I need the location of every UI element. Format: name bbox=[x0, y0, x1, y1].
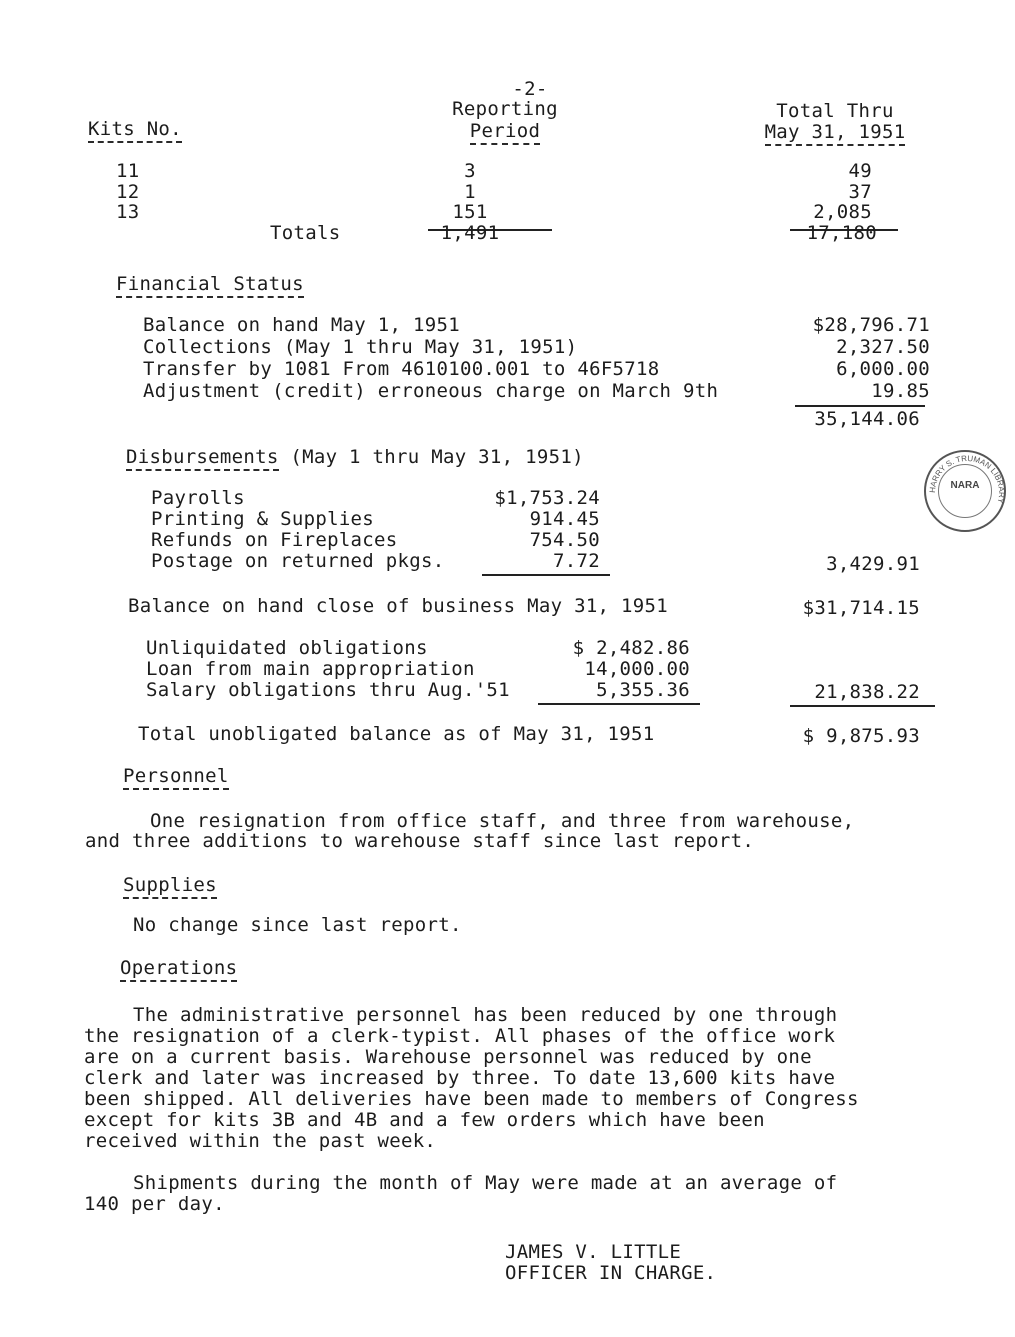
balance-close-label: Balance on hand close of business May 31, 1951 bbox=[128, 595, 668, 617]
disbursement-label-refunds: Refunds on Fireplaces bbox=[151, 529, 398, 551]
stamp-text: NARA bbox=[950, 480, 980, 491]
kit-number-13: 13 bbox=[116, 201, 140, 223]
obligations-total: 21,838.22 bbox=[814, 681, 920, 703]
balance-close-amount: $31,714.15 bbox=[802, 597, 920, 619]
totals-label: Totals bbox=[270, 222, 341, 244]
stamp-inner-ring bbox=[938, 464, 992, 518]
operations-para2-line2: 140 per day. bbox=[84, 1193, 225, 1215]
operations-para1-line5: been shipped. All deliveries have been made to members of Congress bbox=[84, 1088, 859, 1110]
total-value-12: 37 bbox=[848, 181, 872, 203]
signature-name: JAMES V. LITTLE bbox=[505, 1241, 682, 1263]
obligation-amount-unliquidated: $ 2,482.86 bbox=[572, 637, 690, 659]
disbursement-amount-postage: 7.72 bbox=[553, 550, 600, 572]
reporting-header-line2: Period bbox=[420, 120, 590, 142]
supplies-heading: Supplies bbox=[123, 874, 217, 896]
financial-amount-adjustment: 19.85 bbox=[871, 380, 930, 402]
financial-line-balance: Balance on hand May 1, 1951 bbox=[143, 314, 460, 336]
personnel-heading: Personnel bbox=[123, 765, 229, 787]
personnel-line1: One resignation from office staff, and three from warehouse, bbox=[150, 810, 855, 832]
operations-para1-line4: clerk and later was increased by three. To date 13,600 kits have bbox=[84, 1067, 836, 1089]
period-value-12: 1 bbox=[464, 181, 476, 203]
operations-heading: Operations bbox=[120, 957, 237, 979]
unobligated-amount: $ 9,875.93 bbox=[802, 725, 920, 747]
operations-para2-line1: Shipments during the month of May were made at an average of bbox=[133, 1172, 838, 1194]
disbursement-label-payrolls: Payrolls bbox=[151, 487, 245, 509]
total-value-11: 49 bbox=[848, 160, 872, 182]
disbursement-sum-rule bbox=[482, 574, 610, 576]
financial-line-collections: Collections (May 1 thru May 31, 1951) bbox=[143, 336, 578, 358]
kit-number-12: 12 bbox=[116, 181, 140, 203]
reporting-header-line1: Reporting bbox=[452, 98, 558, 120]
financial-status-heading: Financial Status bbox=[116, 273, 304, 295]
disbursement-amount-refunds: 754.50 bbox=[529, 529, 600, 551]
disbursement-amount-printing: 914.45 bbox=[529, 508, 600, 530]
disbursement-label-postage: Postage on returned pkgs. bbox=[151, 550, 445, 572]
operations-para1-line2: the resignation of a clerk-typist. All phases of the office work bbox=[84, 1025, 836, 1047]
signature-title: OFFICER IN CHARGE. bbox=[505, 1262, 717, 1284]
unobligated-label: Total unobligated balance as of May 31, 1951 bbox=[138, 723, 655, 745]
obligation-label-unliquidated: Unliquidated obligations bbox=[146, 637, 428, 659]
financial-amount-collections: 2,327.50 bbox=[836, 336, 930, 358]
totals-total: 17,180 bbox=[806, 222, 877, 244]
financial-amount-balance: $28,796.71 bbox=[812, 314, 930, 336]
financial-sum-rule bbox=[795, 405, 925, 407]
financial-amount-transfer: 6,000.00 bbox=[836, 358, 930, 380]
obligations-total-rule bbox=[790, 705, 935, 707]
svg-text:HARRY S. TRUMAN LIBRARY: HARRY S. TRUMAN LIBRARY bbox=[927, 453, 1007, 505]
operations-para1-line1: The administrative personnel has been reduced by one through bbox=[133, 1004, 838, 1026]
financial-line-adjustment: Adjustment (credit) erroneous charge on March 9th bbox=[143, 380, 719, 402]
disbursement-amount-payrolls: $1,753.24 bbox=[494, 487, 600, 509]
disbursement-label-printing: Printing & Supplies bbox=[151, 508, 375, 530]
operations-para1-line7: received within the past week. bbox=[84, 1130, 437, 1152]
kit-number-11: 11 bbox=[116, 160, 140, 182]
period-value-11: 3 bbox=[464, 160, 476, 182]
operations-para1-line6: except for kits 3B and 4B and a few orders which have been bbox=[84, 1109, 765, 1131]
obligation-sum-rule bbox=[538, 703, 700, 705]
kits-no-header: Kits No. bbox=[88, 118, 182, 140]
totals-period: 1,491 bbox=[440, 222, 500, 244]
obligation-amount-salary: 5,355.36 bbox=[596, 679, 690, 701]
page-number: -2- bbox=[512, 78, 548, 100]
operations-para1-line3: are on a current basis. Warehouse personnel was reduced by one bbox=[84, 1046, 812, 1068]
obligation-amount-loan: 14,000.00 bbox=[584, 658, 690, 680]
period-value-13: 151 bbox=[452, 201, 488, 223]
personnel-line2: and three additions to warehouse staff since last report. bbox=[85, 830, 755, 852]
obligation-label-salary: Salary obligations thru Aug.'51 bbox=[146, 679, 510, 701]
total-thru-header-line2: May 31, 1951 bbox=[745, 121, 925, 143]
disbursements-heading: Disbursements (May 1 thru May 31, 1951) bbox=[126, 446, 584, 468]
financial-line-transfer: Transfer by 1081 From 4610100.001 to 46F5718 bbox=[143, 358, 660, 380]
financial-total: 35,144.06 bbox=[814, 408, 920, 430]
supplies-text: No change since last report. bbox=[133, 914, 462, 936]
obligation-label-loan: Loan from main appropriation bbox=[146, 658, 475, 680]
library-stamp bbox=[924, 450, 1006, 532]
disbursements-total: 3,429.91 bbox=[826, 553, 920, 575]
total-value-13: 2,085 bbox=[813, 201, 872, 223]
total-thru-header-line1: Total Thru bbox=[776, 100, 894, 122]
